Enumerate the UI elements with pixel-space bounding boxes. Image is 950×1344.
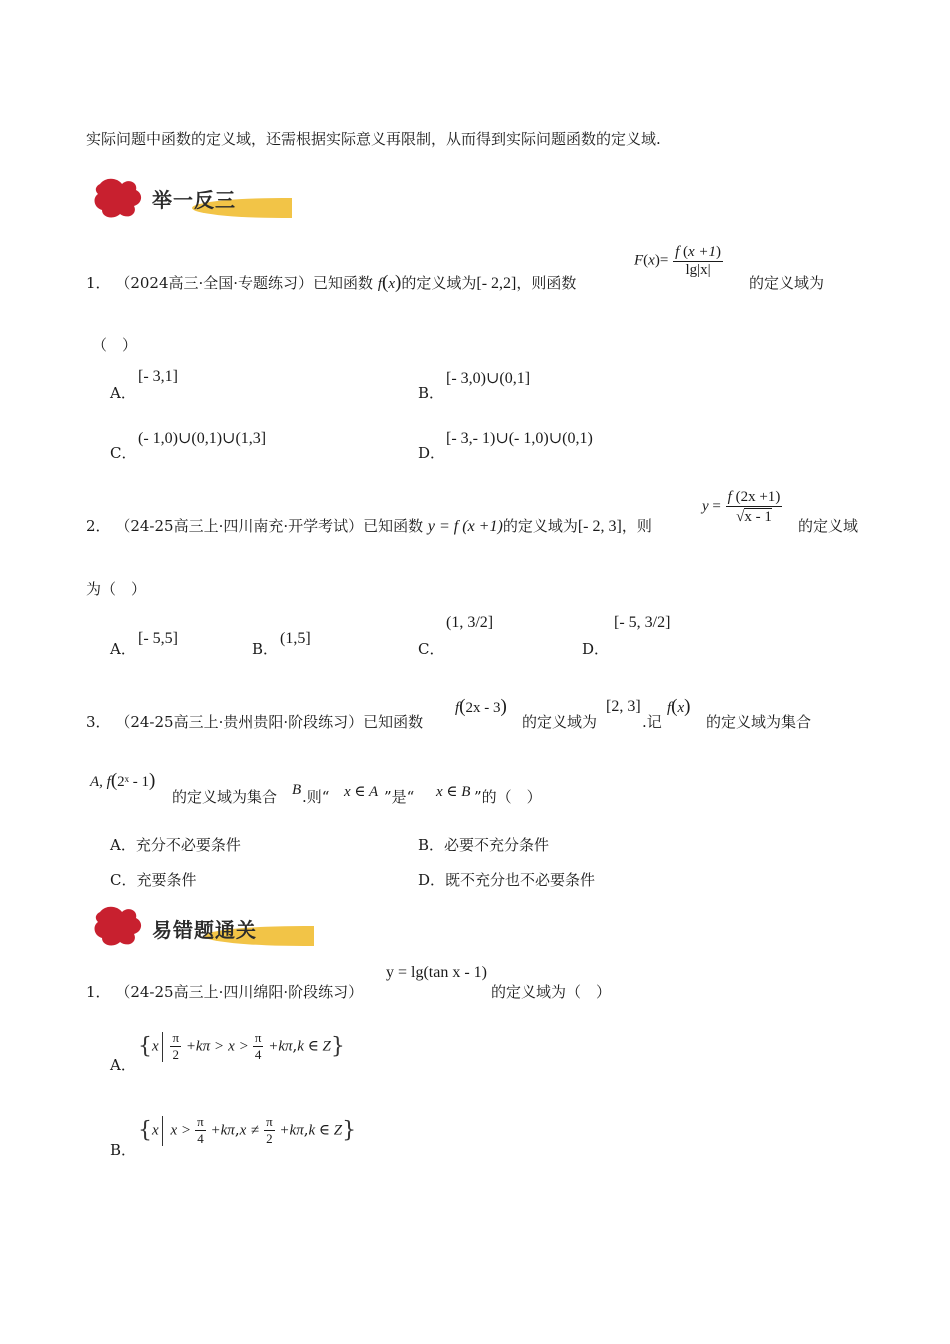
q4b-kpi2: +kπ (279, 1122, 304, 1139)
q2-option-a-value: [- 5,5] (138, 630, 178, 647)
section-title-2: 易错题通关 (152, 918, 257, 942)
q1-text-a: 已知函数 (313, 274, 374, 292)
q3-option-a-value: 充分不必要条件 (135, 836, 241, 854)
q1-den: lg|x| (685, 262, 711, 278)
q2-y: y (702, 498, 709, 515)
q4-option-b-label: B． (110, 1141, 137, 1159)
q3-text-a: 已知函数 (363, 713, 424, 731)
q2-text-e: 为（ ） (86, 580, 147, 598)
q2-num-f: f (727, 489, 732, 505)
q1-F: F (634, 252, 644, 269)
q3-text-f: .则“ (302, 788, 330, 806)
q4a-kpi1: +kπ (185, 1038, 211, 1055)
q2-text-d: 的定义域 (798, 517, 859, 535)
q4-option-b-set: {x x > $\frac{\pi}{4}$ +kπ,x ≠ $\frac{\pi}{2}$ +kπ,k ∈ Z} (138, 1114, 357, 1146)
q4a-gt2: > (239, 1038, 249, 1055)
q1-option-b-value: [- 3,0)∪(0,1] (446, 370, 531, 387)
q3-A-f: A, f (90, 774, 111, 790)
q1-text-d: 的定义域为 (749, 274, 825, 292)
q1-text-c: ，则函数 (516, 274, 577, 292)
q4b-2: 2 (266, 1131, 273, 1146)
q2-text-a: 已知函数 (363, 517, 424, 535)
q3-text-c: .记 (642, 713, 662, 731)
q1-num-arg: x +1 (688, 244, 717, 260)
q3-x-in-A: x ∈ A (344, 784, 379, 800)
q4-number: 1． (86, 983, 111, 1001)
q2-number: 2． (86, 517, 111, 535)
q2-text-b: 的定义域为 (502, 517, 578, 535)
q1-option-a-label: A． (110, 384, 136, 402)
q2-line (86, 515, 652, 536)
q4-formula: y = lg(tan x - 1) (386, 964, 487, 981)
q3-option-b[interactable] (418, 834, 549, 855)
q1-number: 1． (86, 274, 111, 292)
q2-option-d-value: [- 5, 3/2] (614, 614, 671, 631)
q2-fraction: $\frac{f (2x +1)}{√x - 1}$ (727, 489, 781, 525)
q3-option-c-label: C． (110, 871, 137, 889)
q2-option-d-label: D． (582, 640, 610, 658)
q1-option-a-value: [- 3,1] (138, 368, 178, 385)
section-banner-1 (92, 174, 292, 222)
q2-option-b[interactable] (252, 638, 278, 659)
q3-arg1: 2x - 3 (465, 700, 501, 716)
q1-paren: （ ） (92, 336, 138, 354)
q2-option-d[interactable] (582, 638, 609, 659)
q4a-gt1: > (214, 1038, 224, 1055)
q3-number: 3． (86, 713, 111, 731)
q4b-x2: x (170, 1122, 178, 1139)
q4a-pi1: π (172, 1030, 180, 1045)
q2-option-c-value: (1, 3/2] (446, 614, 494, 631)
q4-line (86, 981, 363, 1002)
q4a-2: 2 (172, 1047, 179, 1062)
q3-option-b-label: B． (418, 836, 445, 854)
q3-B: B (292, 782, 302, 798)
section-banner-2 (92, 902, 314, 950)
q1-text-b: 的定义域为 (401, 274, 477, 292)
q3-pow: 2ˣ - 1 (117, 774, 150, 790)
q3-x2: x (677, 700, 685, 716)
q3-text-d: 的定义域为集合 (706, 713, 812, 731)
q4-option-a-set: {x $\frac{\pi}{2}$ +kπ > x > $\frac{\pi}{4}$ +kπ,k ∈ Z} (138, 1030, 345, 1062)
q1-option-d-label: D． (418, 444, 446, 462)
q2-text-c: ，则 (621, 517, 652, 535)
q2-option-a-label: A． (110, 640, 136, 658)
q4a-x: x (152, 1038, 159, 1055)
q3-text-e: 的定义域为集合 (172, 788, 278, 806)
q4a-kZ: k ∈ Z (297, 1038, 331, 1055)
q4-text-a: 的定义域为（ ） (491, 983, 612, 1001)
q4b-neq: ≠ (251, 1122, 260, 1139)
q2-option-c[interactable] (418, 638, 444, 659)
q3-source: （24-25高三上·贵州贵阳·阶段练习） (115, 713, 364, 731)
q1-option-c-value: (- 1,0)∪(0,1)∪(1,3] (138, 430, 267, 447)
q2-option-b-label: B． (252, 640, 279, 658)
q1-line: 1． （2024高三·全国·专题练习）已知函数 f(x)的定义域为[- 2,2]，则函数 (86, 272, 577, 293)
q3-text-h: ”的（ ） (474, 788, 542, 806)
q3-fx: f(x) (667, 696, 691, 717)
q4b-kZ: k ∈ Z (308, 1122, 343, 1139)
q1-option-c-label: C． (110, 444, 137, 462)
q2-option-c-label: C． (418, 640, 445, 658)
q1-F-formula: F(x)= $\frac{f (x +1)}{\lg|x|}$ (634, 244, 722, 278)
q3-option-a[interactable] (110, 834, 241, 855)
intro-text: 实际问题中函数的定义域，还需根据实际意义再限制，从而得到实际问题函数的定义域. (86, 130, 661, 148)
q3-line-2-formula: A, f(2ˣ - 1) (90, 770, 156, 791)
q1-option-b[interactable] (418, 382, 444, 403)
q2-source: （24-25高三上·四川南充·开学考试） (115, 517, 364, 535)
q4a-4: 4 (254, 1047, 262, 1062)
q3-option-b-value: 必要不充分条件 (444, 836, 550, 854)
q3-domain: [2, 3] (606, 698, 641, 715)
q3-text-g: ”是“ (384, 788, 415, 806)
q1-F-x: x (648, 252, 655, 269)
q4b-pi2: π (266, 1114, 273, 1129)
q2-num-arg: 2x +1 (740, 489, 776, 505)
q4-option-b[interactable] (110, 1139, 136, 1160)
q3-option-d[interactable] (418, 869, 595, 890)
q2-den: x - 1 (744, 509, 772, 525)
q1-source: （2024高三·全国·专题练习） (115, 274, 314, 292)
q1-option-d[interactable] (418, 442, 445, 463)
section-title-1: 举一反三 (152, 188, 236, 212)
q4a-pi2: π (254, 1030, 262, 1045)
q1-fraction: $\frac{f (x +1)}{\lg|x|}$ (675, 244, 722, 278)
q4-option-a[interactable] (110, 1054, 136, 1075)
q4a-x2: x (228, 1038, 235, 1055)
q4b-pi1: π (197, 1114, 204, 1129)
q3-option-a-label: A． (110, 836, 136, 854)
q3-f-2x-3: f(2x - 3) (455, 696, 507, 717)
q3-option-c-value: 充要条件 (136, 871, 197, 889)
q1-x: x (388, 276, 396, 292)
q4b-x3: x (239, 1122, 247, 1139)
q1-option-a[interactable] (110, 382, 136, 403)
q4b-gt: > (181, 1122, 191, 1139)
q4b-x: x (152, 1122, 159, 1139)
q3-text-b: 的定义域为 (522, 713, 598, 731)
q2-option-b-value: (1,5] (280, 630, 311, 647)
q1-option-c[interactable] (110, 442, 136, 463)
q3-f2: f (667, 700, 672, 716)
q4-source: （24-25高三上·四川绵阳·阶段练习） (115, 983, 364, 1001)
q2-domain: [- 2, 3] (577, 518, 622, 535)
q4b-kpi1: +kπ (210, 1122, 235, 1139)
q1-option-b-label: B． (418, 384, 445, 402)
q3-option-c[interactable] (110, 869, 197, 890)
q3-line-1 (86, 711, 423, 732)
q3-option-d-value: 既不充分也不必要条件 (445, 871, 596, 889)
q4b-4: 4 (197, 1131, 204, 1146)
q1-option-d-value: [- 3,- 1)∪(- 1,0)∪(0,1) (446, 430, 593, 447)
q4-option-a-label: A． (110, 1056, 136, 1074)
q3-f1: f (455, 700, 460, 716)
q3-x-in-B: x ∈ B (436, 784, 471, 800)
q1-num-f: f (675, 244, 680, 260)
q1-fx: f (377, 276, 383, 292)
q4a-kpi2: +kπ (268, 1038, 293, 1055)
q2-y-eq: y = f (x +1) (427, 518, 503, 535)
q1-domain: [- 2,2] (476, 275, 517, 292)
q2-formula: y = $\frac{f (2x +1)}{√x - 1}$ (702, 489, 781, 525)
q2-option-a[interactable] (110, 638, 136, 659)
q3-option-d-label: D． (418, 871, 446, 889)
